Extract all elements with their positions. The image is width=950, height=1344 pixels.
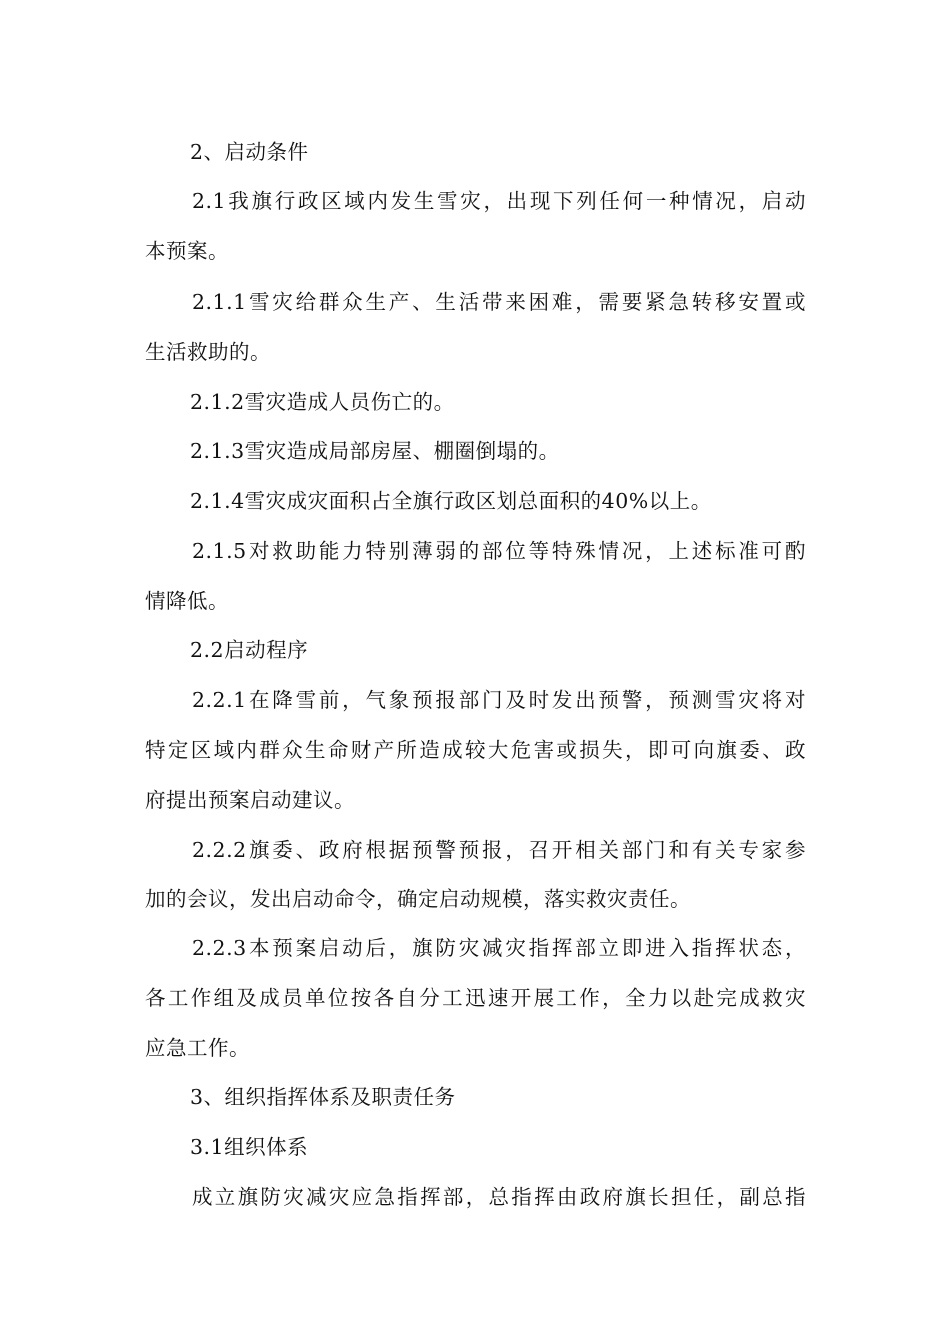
paragraph-2-1-4: 2.1.4雪灾成灾面积占全旗行政区划总面积的40%以上。 (190, 489, 712, 513)
paragraph-2-2-1-line-1: 2.2.1在降雪前，气象预报部门及时发出预警，预测雪灾将对 (192, 688, 806, 712)
section-heading-2: 2、启动条件 (190, 140, 309, 164)
paragraph-2-2-1-line-3: 府提出预案启动建议。 (145, 788, 355, 812)
section-heading-2-2: 2.2启动程序 (190, 638, 309, 662)
paragraph-2-1-line-2: 本预案。 (145, 239, 229, 263)
paragraph-2-1-1-line-2: 生活救助的。 (145, 340, 271, 364)
paragraph-2-2-2-line-2: 加的会议，发出启动命令，确定启动规模，落实救灾责任。 (145, 887, 691, 911)
paragraph-3-1-line-1: 成立旗防灾减灾应急指挥部，总指挥由政府旗长担任，副总指 (192, 1185, 806, 1209)
paragraph-2-2-1-line-2: 特定区域内群众生命财产所造成较大危害或损失，即可向旗委、政 (145, 738, 806, 762)
paragraph-2-2-3-line-3: 应急工作。 (145, 1036, 250, 1060)
section-heading-3: 3、组织指挥体系及职责任务 (190, 1085, 456, 1109)
paragraph-2-1-2: 2.1.2雪灾造成人员伤亡的。 (190, 390, 455, 414)
paragraph-2-2-3-line-2: 各工作组及成员单位按各自分工迅速开展工作，全力以赴完成救灾 (145, 986, 806, 1010)
paragraph-2-2-3-line-1: 2.2.3本预案启动后，旗防灾减灾指挥部立即进入指挥状态， (192, 936, 806, 960)
paragraph-2-1-1-line-1: 2.1.1雪灾给群众生产、生活带来困难，需要紧急转移安置或 (192, 290, 806, 314)
section-heading-3-1: 3.1组织体系 (190, 1135, 309, 1159)
paragraph-2-1-5-line-2: 情降低。 (145, 589, 229, 613)
paragraph-2-1-line-1: 2.1我旗行政区域内发生雪灾，出现下列任何一种情况，启动 (192, 189, 806, 213)
paragraph-2-1-3: 2.1.3雪灾造成局部房屋、棚圈倒塌的。 (190, 439, 560, 463)
paragraph-2-2-2-line-1: 2.2.2旗委、政府根据预警预报，召开相关部门和有关专家参 (192, 838, 806, 862)
paragraph-2-1-5-line-1: 2.1.5对救助能力特别薄弱的部位等特殊情况，上述标准可酌 (192, 539, 806, 563)
